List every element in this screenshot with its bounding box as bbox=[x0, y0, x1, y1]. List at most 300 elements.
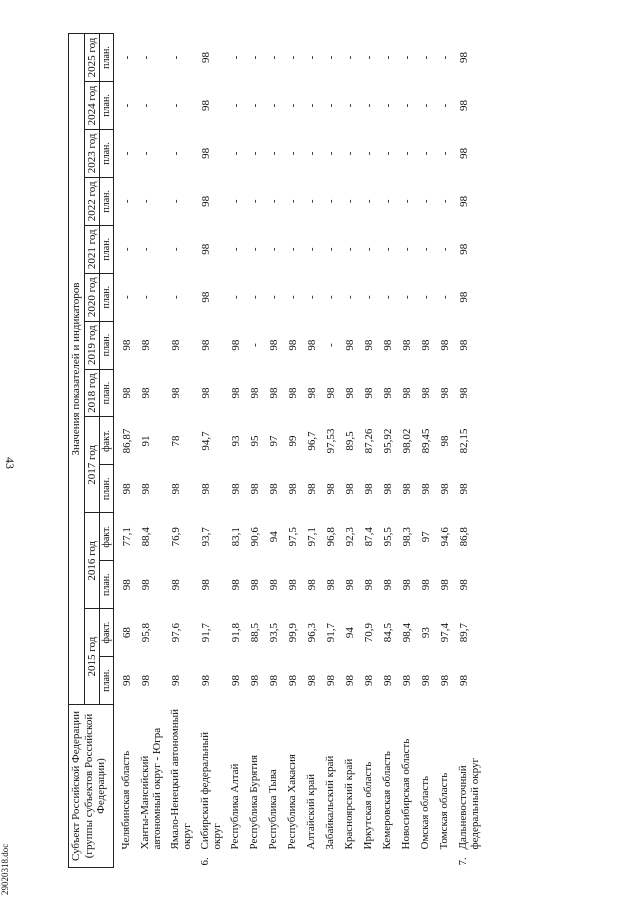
value-cell: - bbox=[305, 103, 318, 108]
row-number bbox=[120, 850, 133, 866]
value-cell: 98 bbox=[457, 99, 470, 111]
value-cell: 87,4 bbox=[362, 527, 375, 547]
subject-name: Дальневосточный федеральный округ bbox=[456, 758, 482, 850]
value-cell: 98 bbox=[419, 339, 432, 351]
value-cell: - bbox=[343, 103, 356, 108]
table-row bbox=[400, 34, 419, 868]
value-cell: 86,87 bbox=[120, 428, 133, 454]
table-row bbox=[362, 34, 381, 868]
value-cell: 98 bbox=[400, 675, 413, 687]
year-2022-header: 2022 год bbox=[84, 177, 100, 225]
year-2025-header: 2025 год bbox=[84, 34, 100, 82]
value-cell: - bbox=[400, 55, 413, 60]
value-cell: - bbox=[169, 247, 182, 252]
row-number bbox=[267, 850, 280, 866]
value-cell: - bbox=[267, 103, 280, 108]
year-2015-header: 2015 год bbox=[84, 609, 100, 705]
value-cell: 98 bbox=[120, 339, 133, 351]
value-cell: 90,6 bbox=[248, 527, 261, 547]
value-cell: 93,7 bbox=[199, 527, 212, 547]
value-cell: 98 bbox=[457, 52, 470, 64]
value-cell: 82,15 bbox=[457, 428, 470, 454]
document-code: 29020318.doc bbox=[0, 843, 10, 895]
value-cell: - bbox=[362, 295, 375, 299]
value-cell: 98 bbox=[400, 339, 413, 351]
value-cell: - bbox=[400, 247, 413, 252]
subject-name: Иркутская область bbox=[361, 761, 374, 850]
table-row bbox=[343, 34, 362, 868]
value-cell: - bbox=[419, 151, 432, 156]
subject-name-cell bbox=[419, 705, 438, 868]
value-cell: - bbox=[324, 295, 337, 299]
subject-name-cell bbox=[248, 705, 267, 868]
value-cell: - bbox=[305, 295, 318, 299]
value-cell: 98 bbox=[381, 483, 394, 495]
row-number bbox=[324, 850, 337, 866]
value-cell: 98 bbox=[199, 243, 212, 255]
value-cell: - bbox=[438, 151, 451, 156]
value-cell: 98 bbox=[199, 483, 212, 495]
value-cell: 88,5 bbox=[248, 623, 261, 643]
value-cell: - bbox=[381, 103, 394, 108]
value-cell: 98 bbox=[400, 387, 413, 399]
plan-header: план. bbox=[100, 465, 114, 513]
value-cell: 92,3 bbox=[343, 527, 356, 547]
subject-name: Республика Алтай bbox=[228, 763, 241, 850]
value-cell: - bbox=[305, 55, 318, 60]
table-row bbox=[267, 34, 286, 868]
value-cell: - bbox=[229, 151, 242, 156]
value-cell: 96,7 bbox=[305, 431, 318, 451]
value-cell: 98 bbox=[419, 483, 432, 495]
value-cell: 89,45 bbox=[419, 428, 432, 454]
subject-name-cell bbox=[199, 705, 229, 868]
value-cell: 87,26 bbox=[362, 428, 375, 454]
fakt-header: факт. bbox=[100, 417, 114, 465]
value-cell: 94 bbox=[267, 531, 280, 543]
value-cell: 98 bbox=[362, 675, 375, 687]
value-cell: - bbox=[381, 55, 394, 60]
subject-name-cell bbox=[305, 705, 324, 868]
value-cell: 98 bbox=[267, 675, 280, 687]
plan-header: план. bbox=[100, 82, 114, 130]
value-cell: 98 bbox=[120, 579, 133, 591]
value-cell: - bbox=[343, 199, 356, 204]
subject-name-cell bbox=[324, 705, 343, 868]
value-cell: 98 bbox=[438, 579, 451, 591]
value-cell: 93,5 bbox=[267, 623, 280, 643]
value-cell: 98,4 bbox=[400, 623, 413, 643]
value-cell: 94,7 bbox=[199, 431, 212, 451]
value-cell: - bbox=[438, 247, 451, 252]
value-cell: - bbox=[169, 151, 182, 156]
subject-name: Красноярский край bbox=[342, 758, 355, 850]
value-cell: 98 bbox=[362, 339, 375, 351]
value-cell: - bbox=[229, 55, 242, 60]
value-cell: - bbox=[248, 247, 261, 252]
value-cell: 91,7 bbox=[324, 623, 337, 643]
row-number bbox=[400, 850, 413, 866]
value-cell: 98 bbox=[305, 579, 318, 591]
value-cell: 98 bbox=[305, 483, 318, 495]
table-row bbox=[120, 34, 139, 868]
value-cell: - bbox=[381, 247, 394, 252]
plan-header: план. bbox=[100, 34, 114, 82]
value-cell: 98 bbox=[169, 483, 182, 495]
value-cell: 95,5 bbox=[381, 527, 394, 547]
value-cell: 98 bbox=[229, 339, 242, 351]
value-cell: - bbox=[286, 103, 299, 108]
value-cell: 96,3 bbox=[305, 623, 318, 643]
value-cell: 98 bbox=[286, 579, 299, 591]
value-cell: 98 bbox=[457, 675, 470, 687]
value-cell: - bbox=[381, 199, 394, 204]
value-cell: - bbox=[229, 247, 242, 252]
value-cell: - bbox=[343, 295, 356, 299]
row-number: 7. bbox=[456, 857, 469, 866]
value-cell: 98 bbox=[199, 52, 212, 64]
value-cell: 76,9 bbox=[169, 527, 182, 547]
value-cell: 98 bbox=[438, 435, 451, 447]
value-cell: - bbox=[286, 295, 299, 299]
value-cell: 98 bbox=[362, 387, 375, 399]
value-cell: - bbox=[324, 151, 337, 156]
value-cell: 98 bbox=[286, 339, 299, 351]
value-cell: - bbox=[438, 199, 451, 204]
value-cell: 98 bbox=[120, 483, 133, 495]
value-cell: 98 bbox=[248, 483, 261, 495]
value-cell: 98 bbox=[305, 675, 318, 687]
value-cell: 94 bbox=[343, 627, 356, 639]
value-cell: 91,7 bbox=[199, 623, 212, 643]
value-cell: 95,8 bbox=[139, 623, 152, 643]
plan-header: план. bbox=[100, 177, 114, 225]
value-cell: 98 bbox=[324, 483, 337, 495]
value-cell: - bbox=[419, 55, 432, 60]
value-cell: - bbox=[400, 151, 413, 156]
value-cell: 99,9 bbox=[286, 623, 299, 643]
value-cell: 98 bbox=[139, 339, 152, 351]
value-cell: 98 bbox=[139, 675, 152, 687]
value-cell: 98 bbox=[305, 387, 318, 399]
value-cell: - bbox=[139, 295, 152, 299]
value-cell: 98,3 bbox=[400, 527, 413, 547]
value-cell: 89,5 bbox=[343, 431, 356, 451]
value-cell: 97 bbox=[419, 531, 432, 543]
value-cell: 98 bbox=[229, 387, 242, 399]
value-cell: 98 bbox=[343, 675, 356, 687]
value-cell: 89,7 bbox=[457, 623, 470, 643]
subject-name: Кемеровская область bbox=[380, 751, 393, 850]
value-cell: 98 bbox=[139, 483, 152, 495]
value-cell: - bbox=[139, 199, 152, 204]
value-cell: - bbox=[324, 55, 337, 60]
value-cell: - bbox=[400, 295, 413, 299]
value-cell: - bbox=[324, 247, 337, 252]
value-cell: 97,53 bbox=[324, 428, 337, 454]
year-2021-header: 2021 год bbox=[84, 225, 100, 273]
value-cell: 98 bbox=[324, 675, 337, 687]
subject-name: Ямало-Ненецкий автономный округ bbox=[168, 709, 194, 850]
subject-name-cell bbox=[267, 705, 286, 868]
value-cell: - bbox=[324, 199, 337, 204]
table-row bbox=[229, 34, 248, 868]
table-row bbox=[457, 34, 487, 868]
row-number bbox=[362, 850, 375, 866]
value-cell: - bbox=[362, 247, 375, 252]
subject-name: Республика Бурятия bbox=[247, 754, 260, 850]
row-number bbox=[229, 850, 242, 866]
table-row bbox=[381, 34, 400, 868]
value-cell: 98 bbox=[229, 483, 242, 495]
indicators-table-rotated bbox=[68, 33, 573, 868]
value-cell: 91,8 bbox=[229, 623, 242, 643]
value-cell: 97 bbox=[267, 435, 280, 447]
value-cell: - bbox=[343, 247, 356, 252]
value-cell: 98 bbox=[457, 147, 470, 159]
value-cell: - bbox=[267, 199, 280, 204]
value-cell: - bbox=[362, 199, 375, 204]
subject-name: Томская область bbox=[437, 772, 450, 850]
plan-header: план. bbox=[100, 321, 114, 369]
subject-name: Омская область bbox=[418, 775, 431, 850]
row-number bbox=[343, 850, 356, 866]
value-cell: 98 bbox=[120, 675, 133, 687]
table-row bbox=[139, 34, 169, 868]
value-cell: 83,1 bbox=[229, 527, 242, 547]
value-cell: - bbox=[248, 55, 261, 60]
value-cell: 98 bbox=[139, 579, 152, 591]
row-number bbox=[286, 850, 299, 866]
year-2020-header: 2020 год bbox=[84, 273, 100, 321]
value-cell: 98 bbox=[267, 339, 280, 351]
value-cell: - bbox=[362, 103, 375, 108]
value-cell: 98 bbox=[362, 483, 375, 495]
table-row bbox=[324, 34, 343, 868]
table-row bbox=[169, 34, 199, 868]
value-cell: - bbox=[169, 199, 182, 204]
value-cell: 98 bbox=[199, 291, 212, 303]
row-number: 6. bbox=[198, 857, 211, 866]
value-cell: - bbox=[362, 55, 375, 60]
value-cell: 98 bbox=[419, 675, 432, 687]
year-2017-header: 2017 год bbox=[84, 417, 100, 513]
value-cell: 98 bbox=[199, 147, 212, 159]
value-cell: 91 bbox=[139, 435, 152, 447]
value-cell: 98 bbox=[248, 387, 261, 399]
plan-header: план. bbox=[100, 225, 114, 273]
value-cell: 98 bbox=[343, 339, 356, 351]
value-cell: 99 bbox=[286, 435, 299, 447]
value-cell: - bbox=[120, 103, 133, 108]
value-cell: - bbox=[400, 199, 413, 204]
value-cell: 98 bbox=[305, 339, 318, 351]
value-cell: - bbox=[169, 103, 182, 108]
subject-name-cell bbox=[438, 705, 457, 868]
value-cell: - bbox=[343, 151, 356, 156]
year-2024-header: 2024 год bbox=[84, 82, 100, 130]
value-cell: - bbox=[267, 55, 280, 60]
value-cell: 98 bbox=[400, 483, 413, 495]
value-cell: - bbox=[362, 151, 375, 156]
plan-header: план. bbox=[100, 273, 114, 321]
value-cell: 98 bbox=[419, 387, 432, 399]
value-cell: - bbox=[229, 103, 242, 108]
subject-name-cell bbox=[169, 705, 199, 868]
subject-name: Сибирский федеральный округ bbox=[198, 732, 224, 850]
row-number bbox=[419, 850, 432, 866]
value-cell: 98 bbox=[343, 483, 356, 495]
value-cell: 98 bbox=[343, 579, 356, 591]
value-cell: - bbox=[229, 295, 242, 299]
value-cell: - bbox=[248, 151, 261, 156]
value-cell: - bbox=[324, 103, 337, 108]
value-cell: 98 bbox=[438, 675, 451, 687]
value-cell: 98 bbox=[286, 675, 299, 687]
value-cell: 98 bbox=[169, 675, 182, 687]
value-cell: - bbox=[419, 295, 432, 299]
value-cell: 98 bbox=[199, 579, 212, 591]
value-cell: - bbox=[286, 55, 299, 60]
value-cell: 98 bbox=[381, 339, 394, 351]
value-cell: - bbox=[248, 199, 261, 204]
table-row bbox=[305, 34, 324, 868]
value-cell: - bbox=[400, 103, 413, 108]
subject-name-cell bbox=[362, 705, 381, 868]
value-cell: 97,6 bbox=[169, 623, 182, 643]
value-cell: - bbox=[381, 295, 394, 299]
value-cell: - bbox=[139, 247, 152, 252]
value-cell: 98 bbox=[457, 291, 470, 303]
value-cell: 98 bbox=[169, 339, 182, 351]
page-number: 43 bbox=[3, 457, 17, 469]
row-number bbox=[139, 850, 164, 866]
value-cell: 98 bbox=[381, 387, 394, 399]
subject-name-cell bbox=[381, 705, 400, 868]
value-cell: 98 bbox=[139, 387, 152, 399]
value-cell: - bbox=[286, 151, 299, 156]
value-cell: - bbox=[169, 295, 182, 299]
value-cell: - bbox=[286, 199, 299, 204]
table-row bbox=[199, 34, 229, 868]
value-cell: 97,5 bbox=[286, 527, 299, 547]
value-cell: 98 bbox=[286, 483, 299, 495]
value-cell: 98 bbox=[248, 579, 261, 591]
value-cell: - bbox=[305, 199, 318, 204]
subject-name-cell bbox=[286, 705, 305, 868]
year-2016-header: 2016 год bbox=[84, 513, 100, 609]
value-cell: - bbox=[267, 151, 280, 156]
value-cell: 68 bbox=[120, 627, 133, 639]
year-2019-header: 2019 год bbox=[84, 321, 100, 369]
value-cell: 94,6 bbox=[438, 527, 451, 547]
value-cell: - bbox=[343, 55, 356, 60]
value-cell: 98 bbox=[457, 339, 470, 351]
value-cell: 98 bbox=[199, 339, 212, 351]
value-cell: - bbox=[419, 103, 432, 108]
subject-name-cell bbox=[400, 705, 419, 868]
value-cell: - bbox=[169, 55, 182, 60]
value-cell: - bbox=[120, 55, 133, 60]
plan-header: план. bbox=[100, 561, 114, 609]
value-cell: 98 bbox=[400, 579, 413, 591]
value-cell: 70,9 bbox=[362, 623, 375, 643]
value-cell: - bbox=[419, 199, 432, 204]
subject-name-cell bbox=[139, 705, 169, 868]
value-cell: - bbox=[305, 151, 318, 156]
subject-name: Ханты-Мансийский автономный округ - Югра bbox=[138, 727, 164, 850]
row-number bbox=[438, 850, 451, 866]
value-cell: 98 bbox=[457, 243, 470, 255]
value-cell: - bbox=[286, 247, 299, 252]
value-cell: 98,02 bbox=[400, 428, 413, 454]
value-cell: - bbox=[438, 55, 451, 60]
value-cell: 98 bbox=[324, 387, 337, 399]
value-cell: 98 bbox=[199, 195, 212, 207]
value-cell: - bbox=[229, 199, 242, 204]
value-cell: - bbox=[438, 295, 451, 299]
value-cell: - bbox=[419, 247, 432, 252]
value-cell: 98 bbox=[362, 579, 375, 591]
value-cell: - bbox=[139, 151, 152, 156]
value-cell: 98 bbox=[229, 579, 242, 591]
value-cell: - bbox=[324, 343, 337, 347]
value-cell: - bbox=[120, 247, 133, 252]
subject-header: Субъект Российской Федерации (группы субъектов Российской Федерации) bbox=[69, 705, 114, 868]
year-2023-header: 2023 год bbox=[84, 129, 100, 177]
value-cell: 98 bbox=[457, 387, 470, 399]
year-2018-header: 2018 год bbox=[84, 369, 100, 417]
row-number bbox=[169, 850, 194, 866]
value-cell: 98 bbox=[457, 579, 470, 591]
value-cell: 98 bbox=[267, 579, 280, 591]
value-cell: 98 bbox=[169, 387, 182, 399]
row-number bbox=[305, 850, 318, 866]
value-cell: 97,1 bbox=[305, 527, 318, 547]
value-cell: 98 bbox=[343, 387, 356, 399]
subject-name: Республика Хакасия bbox=[285, 754, 298, 850]
subject-name-cell bbox=[120, 705, 139, 868]
value-cell: 98 bbox=[229, 675, 242, 687]
table-row bbox=[438, 34, 457, 868]
value-cell: 98 bbox=[419, 579, 432, 591]
value-cell: 98 bbox=[381, 675, 394, 687]
table-row bbox=[286, 34, 305, 868]
value-cell: 77,1 bbox=[120, 527, 133, 547]
value-cell: - bbox=[120, 295, 133, 299]
subject-name-cell bbox=[343, 705, 362, 868]
value-cell: 84,5 bbox=[381, 623, 394, 643]
value-cell: 98 bbox=[438, 483, 451, 495]
value-cell: 98 bbox=[457, 483, 470, 495]
value-cell: 96,8 bbox=[324, 527, 337, 547]
value-cell: 98 bbox=[169, 579, 182, 591]
table-header bbox=[69, 34, 114, 868]
indicators-table bbox=[68, 33, 487, 868]
value-cell: - bbox=[248, 343, 261, 347]
fakt-header: факт. bbox=[100, 513, 114, 561]
value-cell: 86,8 bbox=[457, 527, 470, 547]
plan-header: план. bbox=[100, 129, 114, 177]
value-cell: - bbox=[120, 199, 133, 204]
value-cell: 97,4 bbox=[438, 623, 451, 643]
subject-name: Республика Тыва bbox=[266, 769, 279, 850]
table-row bbox=[248, 34, 267, 868]
plan-header: план. bbox=[100, 657, 114, 705]
plan-header: план. bbox=[100, 369, 114, 417]
table-body bbox=[114, 34, 487, 868]
value-cell: 98 bbox=[438, 387, 451, 399]
